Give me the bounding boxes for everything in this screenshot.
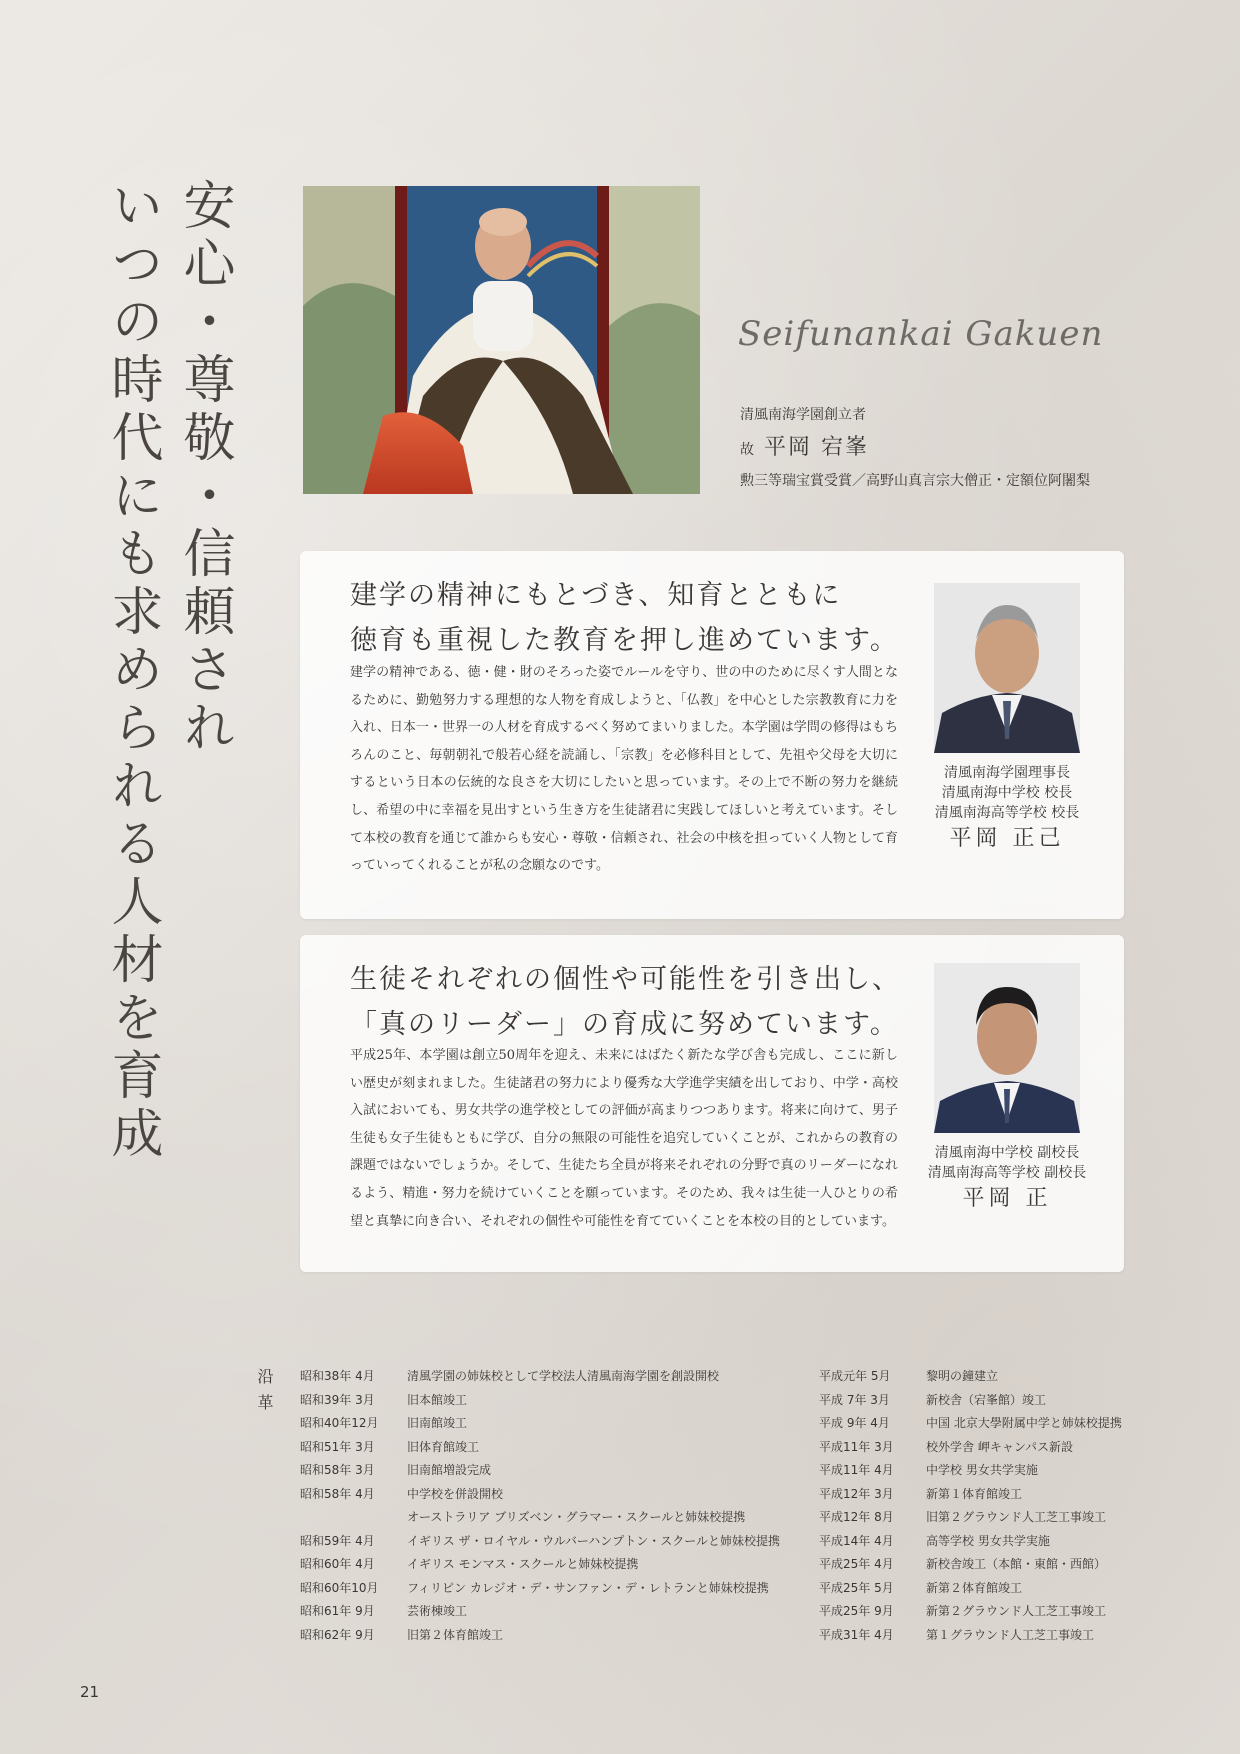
history-date: 平成12年 8月	[819, 1510, 894, 1525]
history-row	[819, 1552, 1122, 1576]
history-date: 昭和60年 4月	[300, 1557, 375, 1572]
history-event: 校外学舎 岬キャンパス新設	[926, 1439, 1073, 1454]
history-row	[300, 1364, 780, 1388]
history-row	[819, 1482, 1122, 1506]
history-date: 昭和38年 4月	[300, 1369, 375, 1384]
vice-principal-title-1: 清風南海中学校 副校長	[934, 1145, 1080, 1161]
history-row	[819, 1411, 1122, 1435]
history-date: 平成 9年 4月	[819, 1416, 890, 1431]
history-row	[300, 1388, 780, 1412]
history-list-left	[300, 1364, 780, 1646]
chairman-caption	[896, 763, 1118, 849]
history-event: 旧本館竣工	[407, 1392, 468, 1407]
history-date: 平成12年 3月	[819, 1486, 894, 1501]
history-date: 平成25年 9月	[819, 1604, 894, 1619]
history-date: 昭和59年 4月	[300, 1533, 375, 1548]
history-event: 新校舎（宕峯館）竣工	[926, 1392, 1047, 1407]
message-title	[350, 957, 901, 1047]
history-event: イギリス モンマス・スクールと姉妹校提携	[407, 1557, 639, 1572]
history-date: 平成11年 3月	[819, 1439, 894, 1454]
message-card-vice-principal	[300, 935, 1124, 1272]
history-date: 昭和39年 3月	[300, 1392, 375, 1407]
message-title-line2: 徳育も重視した教育を押し進めています。	[350, 625, 899, 656]
founder-name: 平岡 宕峯	[764, 435, 869, 460]
message-title-line1: 建学の精神にもとづき、知育とともに	[350, 580, 842, 611]
history-date: 平成11年 4月	[819, 1463, 894, 1478]
message-card-chairman	[300, 551, 1124, 919]
history-event: オーストラリア ブリズベン・グラマー・スクールと姉妹校提携	[407, 1510, 746, 1525]
history-event: 第１グラウンド人工芝工事竣工	[926, 1627, 1095, 1642]
history-date: 平成 7年 3月	[819, 1392, 890, 1407]
history-event: 新校舎竣工（本館・東館・西館）	[926, 1557, 1107, 1572]
message-body: 建学の精神である、徳・健・財のそろった姿でルールを守り、世の中のために尽くす人間となるために、勤勉努力する理想的な人物を育成しようと、「仏教」を中心とした宗教教育に力を入れ、日本一・世界一の人材を育成するべく努めてまいりました。本学園は学問の修得はもちろんのこと、毎朝朝礼で般若心経を読誦し、「宗教」を必修科目として、先祖や父母を大切にするという日本の伝統的な良さを大切にしたいと思っています。その上で不断の努力を継続し、希望の中に幸福を見出すという生き方を生徒諸君に実践してほしいと考えています。そして本校の教育を通じて誰からも安心・尊敬・信頼され、社会の中核を担っていく人物として育っていってくれることが私の念願なのです。	[350, 665, 898, 874]
history-row	[300, 1576, 780, 1600]
founder-prefix: 故	[740, 442, 754, 458]
history-event: 旧第２体育館竣工	[407, 1627, 504, 1642]
history-date: 平成31年 4月	[819, 1627, 894, 1642]
history-row	[819, 1388, 1122, 1412]
vice-principal-portrait	[934, 963, 1080, 1133]
history-event: フィリピン カレジオ・デ・サンファン・デ・レトランと姉妹校提携	[407, 1580, 769, 1595]
history-date: 昭和51年 3月	[300, 1439, 375, 1454]
history-event: 新第２体育館竣工	[926, 1580, 1023, 1595]
history-event: 新第２グラウンド人工芝工事竣工	[926, 1604, 1107, 1619]
history-row	[300, 1411, 780, 1435]
history-event: 中学校 男女共学実施	[926, 1463, 1038, 1478]
history-date: 昭和58年 4月	[300, 1486, 375, 1501]
history-row	[300, 1623, 780, 1647]
founder-role: 清風南海学園創立者	[740, 407, 866, 423]
vertical-heading-line2: いつの時代にも求められる人材を育成	[102, 178, 162, 1164]
vice-principal-caption	[896, 1143, 1118, 1209]
vice-principal-title-2: 清風南海高等学校 副校長	[927, 1165, 1087, 1181]
vertical-heading-line1: 安心・尊敬・信頼され	[174, 178, 234, 758]
history-row	[819, 1576, 1122, 1600]
history-row	[819, 1364, 1122, 1388]
message-title	[350, 573, 899, 663]
vice-principal-name: 平岡 正	[962, 1186, 1052, 1211]
history-event: 黎明の鐘建立	[926, 1369, 999, 1384]
history-heading: 沿革	[255, 1368, 274, 1420]
history-date: 昭和61年 9月	[300, 1604, 375, 1619]
chairman-name: 平岡 正己	[949, 826, 1065, 851]
history-date: 平成14年 4月	[819, 1533, 894, 1548]
history-row	[819, 1505, 1122, 1529]
history-event: 中国 北京大學附属中学と姉妹校提携	[926, 1416, 1122, 1431]
history-event: イギリス ザ・ロイヤル・ウルバーハンプトン・スクールと姉妹校提携	[407, 1533, 781, 1548]
chairman-title-2: 清風南海中学校 校長	[941, 785, 1073, 801]
history-date: 平成25年 5月	[819, 1580, 894, 1595]
history-event: 旧第２グラウンド人工芝工事竣工	[926, 1510, 1107, 1525]
history-list-right	[819, 1364, 1122, 1646]
signature-logo	[738, 290, 1104, 370]
history-row	[819, 1599, 1122, 1623]
history-row	[300, 1435, 780, 1459]
history-date: 昭和60年10月	[300, 1580, 379, 1595]
page-number: 21	[80, 1683, 100, 1701]
history-event: 旧体育館竣工	[407, 1439, 480, 1454]
history-event: 新第１体育館竣工	[926, 1486, 1023, 1501]
history-row	[300, 1505, 780, 1529]
history-row	[300, 1599, 780, 1623]
history-event: 清風学園の姉妹校として学校法人清風南海学園を創設開校	[407, 1369, 720, 1384]
chairman-title-3: 清風南海高等学校 校長	[934, 805, 1080, 821]
chairman-title-1: 清風南海学園理事長	[944, 765, 1070, 781]
founder-photo	[303, 186, 700, 494]
history-event: 高等学校 男女共学実施	[926, 1533, 1050, 1548]
history-row	[819, 1623, 1122, 1647]
svg-text:Seifunankai Gakuen: Seifunankai Gakuen	[738, 314, 1104, 354]
founder-honors: 勲三等瑞宝賞受賞／高野山真言宗大僧正・定額位阿闍梨	[740, 473, 1090, 489]
message-title-line1: 生徒それぞれの個性や可能性を引き出し、	[350, 964, 901, 995]
message-body: 平成25年、本学園は創立50周年を迎え、未来にはばたく新たな学び舎も完成し、ここに新しい歴史が刻まれました。生徒諸君の努力により優秀な大学進学実績を出しており、中学・高校入試においても、男女共学の進学校としての評価が高まりつつあります。将来に向けて、男子生徒も女子生徒もともに学び、自分の無限の可能性を追究していくことが、これからの教育の課題ではないでしょうか。そして、生徒たち全員が将来それぞれの分野で真のリーダーになれるよう、精進・努力を続けていくことを願っています。そのため、我々は生徒一人ひとりの希望と真摯に向き合い、それぞれの個性や可能性を育てていくことを本校の目的としています。	[350, 1048, 898, 1229]
history-date: 昭和58年 3月	[300, 1463, 375, 1478]
history-row	[819, 1435, 1122, 1459]
history-row	[300, 1458, 780, 1482]
founder-caption	[740, 404, 869, 461]
history-date: 昭和40年12月	[300, 1416, 379, 1431]
history-row	[300, 1482, 780, 1506]
history-event: 旧南館竣工	[407, 1416, 468, 1431]
history-row	[819, 1458, 1122, 1482]
history-event: 旧南館増設完成	[407, 1463, 492, 1478]
chairman-portrait	[934, 583, 1080, 753]
history-date: 平成25年 4月	[819, 1557, 894, 1572]
history-event: 中学校を併設開校	[407, 1486, 504, 1501]
history-date: 昭和62年 9月	[300, 1627, 375, 1642]
history-date: 平成元年 5月	[819, 1369, 891, 1384]
history-row	[300, 1529, 780, 1553]
history-row	[300, 1552, 780, 1576]
message-title-line2: 「真のリーダー」の育成に努めています。	[350, 1009, 899, 1040]
history-row	[819, 1529, 1122, 1553]
history-event: 芸術棟竣工	[407, 1604, 468, 1619]
